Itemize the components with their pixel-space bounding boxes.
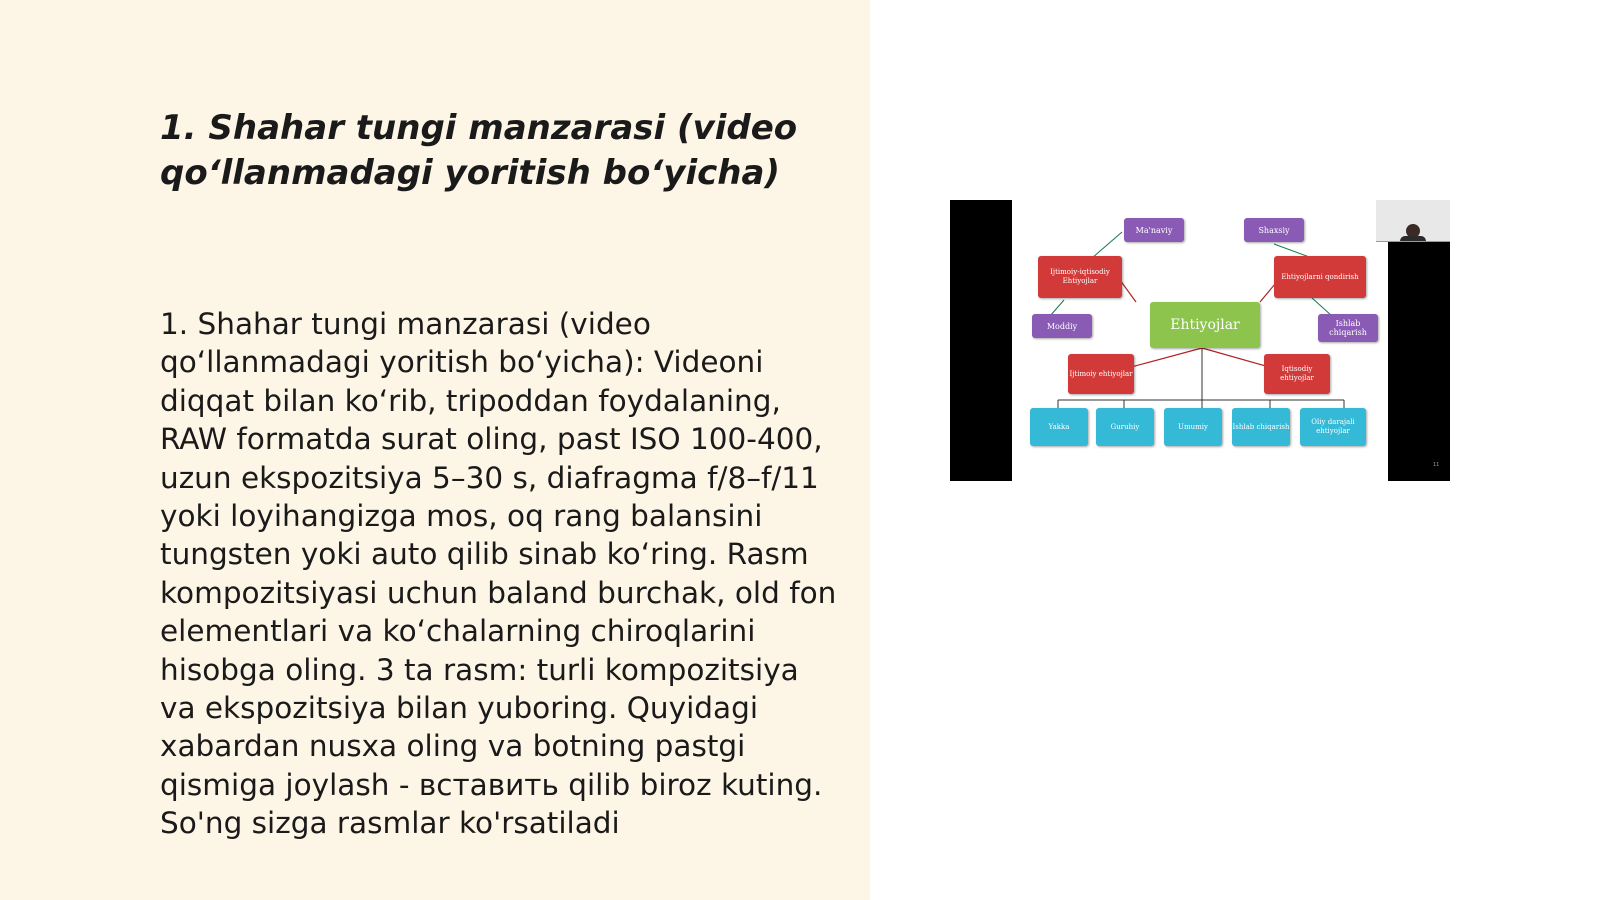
webcam-person-body <box>1400 236 1426 241</box>
slide-body-text: 1. Shahar tungi manzarasi (video qo‘llanmadagi yoritish bo‘yicha): Videoni diqqat bilan ko‘rib, tripoddan foydalaning, RAW formatda surat oling, past ISO 100-400, uzun ekspozitsiya 5–30 s, diafragma f/8–f/11 yoki loyihangizga mos, oq rang balansini tungsten yoki auto qilib sinab ko‘ring. Rasm kompozitsiyasi uchun baland burchak, old fon elementlari va ko‘chalarning chiroqlarini hisobga oling. 3 ta rasm: turli kompozitsiya va ekspozitsiya bilan yuboring. Quyidagi xabardan nusxa oling va botning pastgi qismiga joylash - вставить qilib biroz kuting. So'ng sizga rasmlar ko'rsatiladi <box>160 307 837 841</box>
diagram-node-red-top-left: Ijtimoiy-iqtisodiy Ehtiyojlar <box>1038 256 1122 298</box>
diagram-node-red-bottom-right: Iqtisodiy ehtiyojlar <box>1264 354 1330 394</box>
video-page-number: 11 <box>1433 462 1440 468</box>
diagram-node-purple-mid-left: Moddiy <box>1032 314 1092 338</box>
video-slide-content <box>1012 200 1440 481</box>
diagram-node-red-bottom-left: Ijtimoiy ehtiyojlar <box>1068 354 1134 394</box>
diagram-node-purple-top-right: Shaxsiy <box>1244 218 1304 242</box>
embedded-video[interactable] <box>950 200 1450 481</box>
diagram-node-center: Ehtiyojlar <box>1150 302 1260 348</box>
diagram-node-purple-mid-right: Ishlab chiqarish <box>1318 314 1378 342</box>
diagram-node-cyan-4: Ishlab chiqarish <box>1232 408 1290 446</box>
diagram-node-cyan-1: Yakka <box>1030 408 1088 446</box>
diagram-node-purple-top-left: Ma'naviy <box>1124 218 1184 242</box>
webcam-thumbnail <box>1376 200 1450 242</box>
diagram-node-cyan-3: Umumiy <box>1164 408 1222 446</box>
diagram-node-cyan-2: Guruhiy <box>1096 408 1154 446</box>
slide-title: 1. Shahar tungi manzarasi (video qo‘llanmadagi yoritish bo‘yicha) <box>160 108 798 193</box>
diagram-node-red-top-right: Ehtiyojlarni qondirish <box>1274 256 1366 298</box>
diagram-node-cyan-5: Oliy darajali ehtiyojlar <box>1300 408 1366 446</box>
